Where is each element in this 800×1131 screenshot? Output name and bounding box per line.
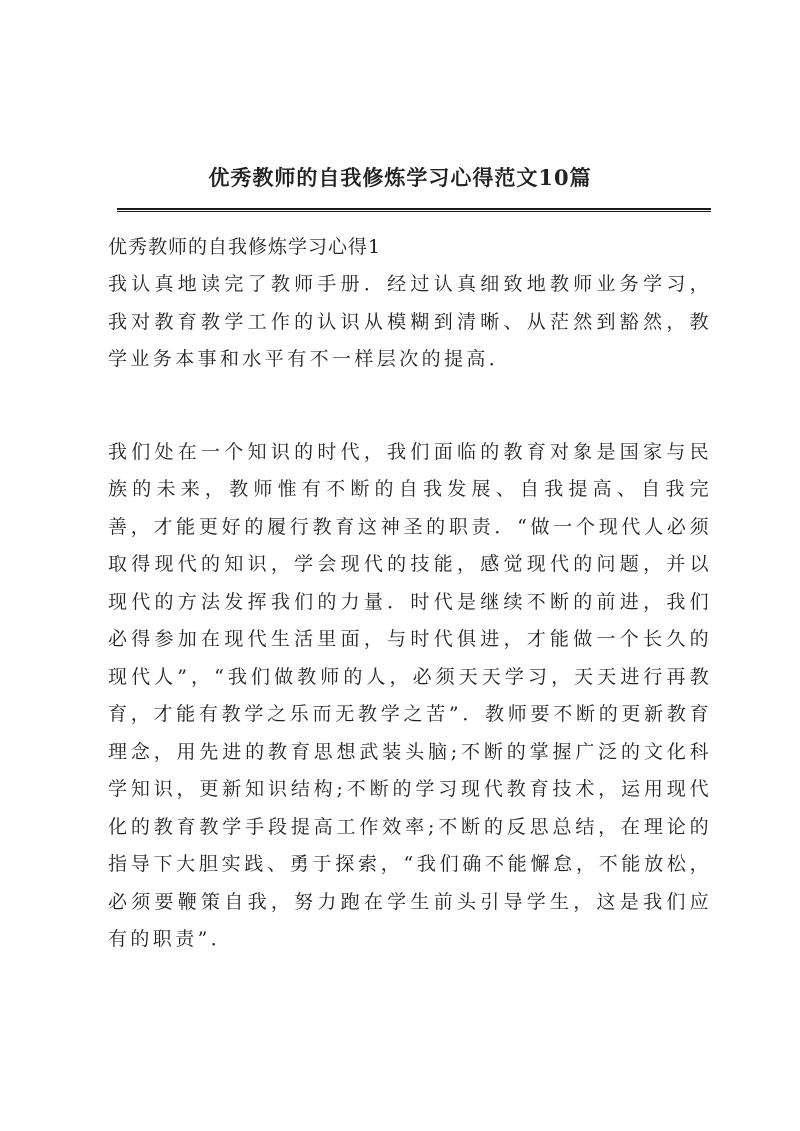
section-heading: 优秀教师的自我修炼学习心得1	[108, 236, 382, 258]
paragraph-2: 我们处在一个知识的时代，我们面临的教育对象是国家与民族的未来，教师惟有不断的自我发展、自我提高、自我完善，才能更好的履行教育这神圣的职责．“做一个现代人必须取得现代的知识，学会现代的技能，感觉现代的问题，并以现代的方法发挥我们的力量．时代是继续不断的前进，我们必得参加在现代生活里面，与时代俱进，才能做一个长久的现代人”，“我们做教师的人，必须天天学习，天天进行再教育，才能有教学之乐而无教学之苦”．教师要不断的更新教育理念，用先进的教育思想武装头脑;不断的掌握广泛的文化科学知识，更新知识结构;不断的学习现代教育技术，运用现代化的教育教学手段提高工作效率;不断的反思总结，在理论的指导下大胆实践、勇于探索，“我们确不能懈怠，不能放松，必须要鞭策自我，努力跑在学生前头引导学生，这是我们应有的职责”．	[108, 440, 712, 950]
document-body	[108, 230, 712, 959]
paragraph-1: 我认真地读完了教师手册．经过认真细致地教师业务学习，我对教育教学工作的认识从模糊到清晰、从茫然到豁然，教学业务本事和水平有不一样层次的提高．	[108, 273, 712, 370]
document-title: 优秀教师的自我修炼学习心得范文10篇	[208, 165, 592, 190]
title-divider	[117, 208, 711, 212]
